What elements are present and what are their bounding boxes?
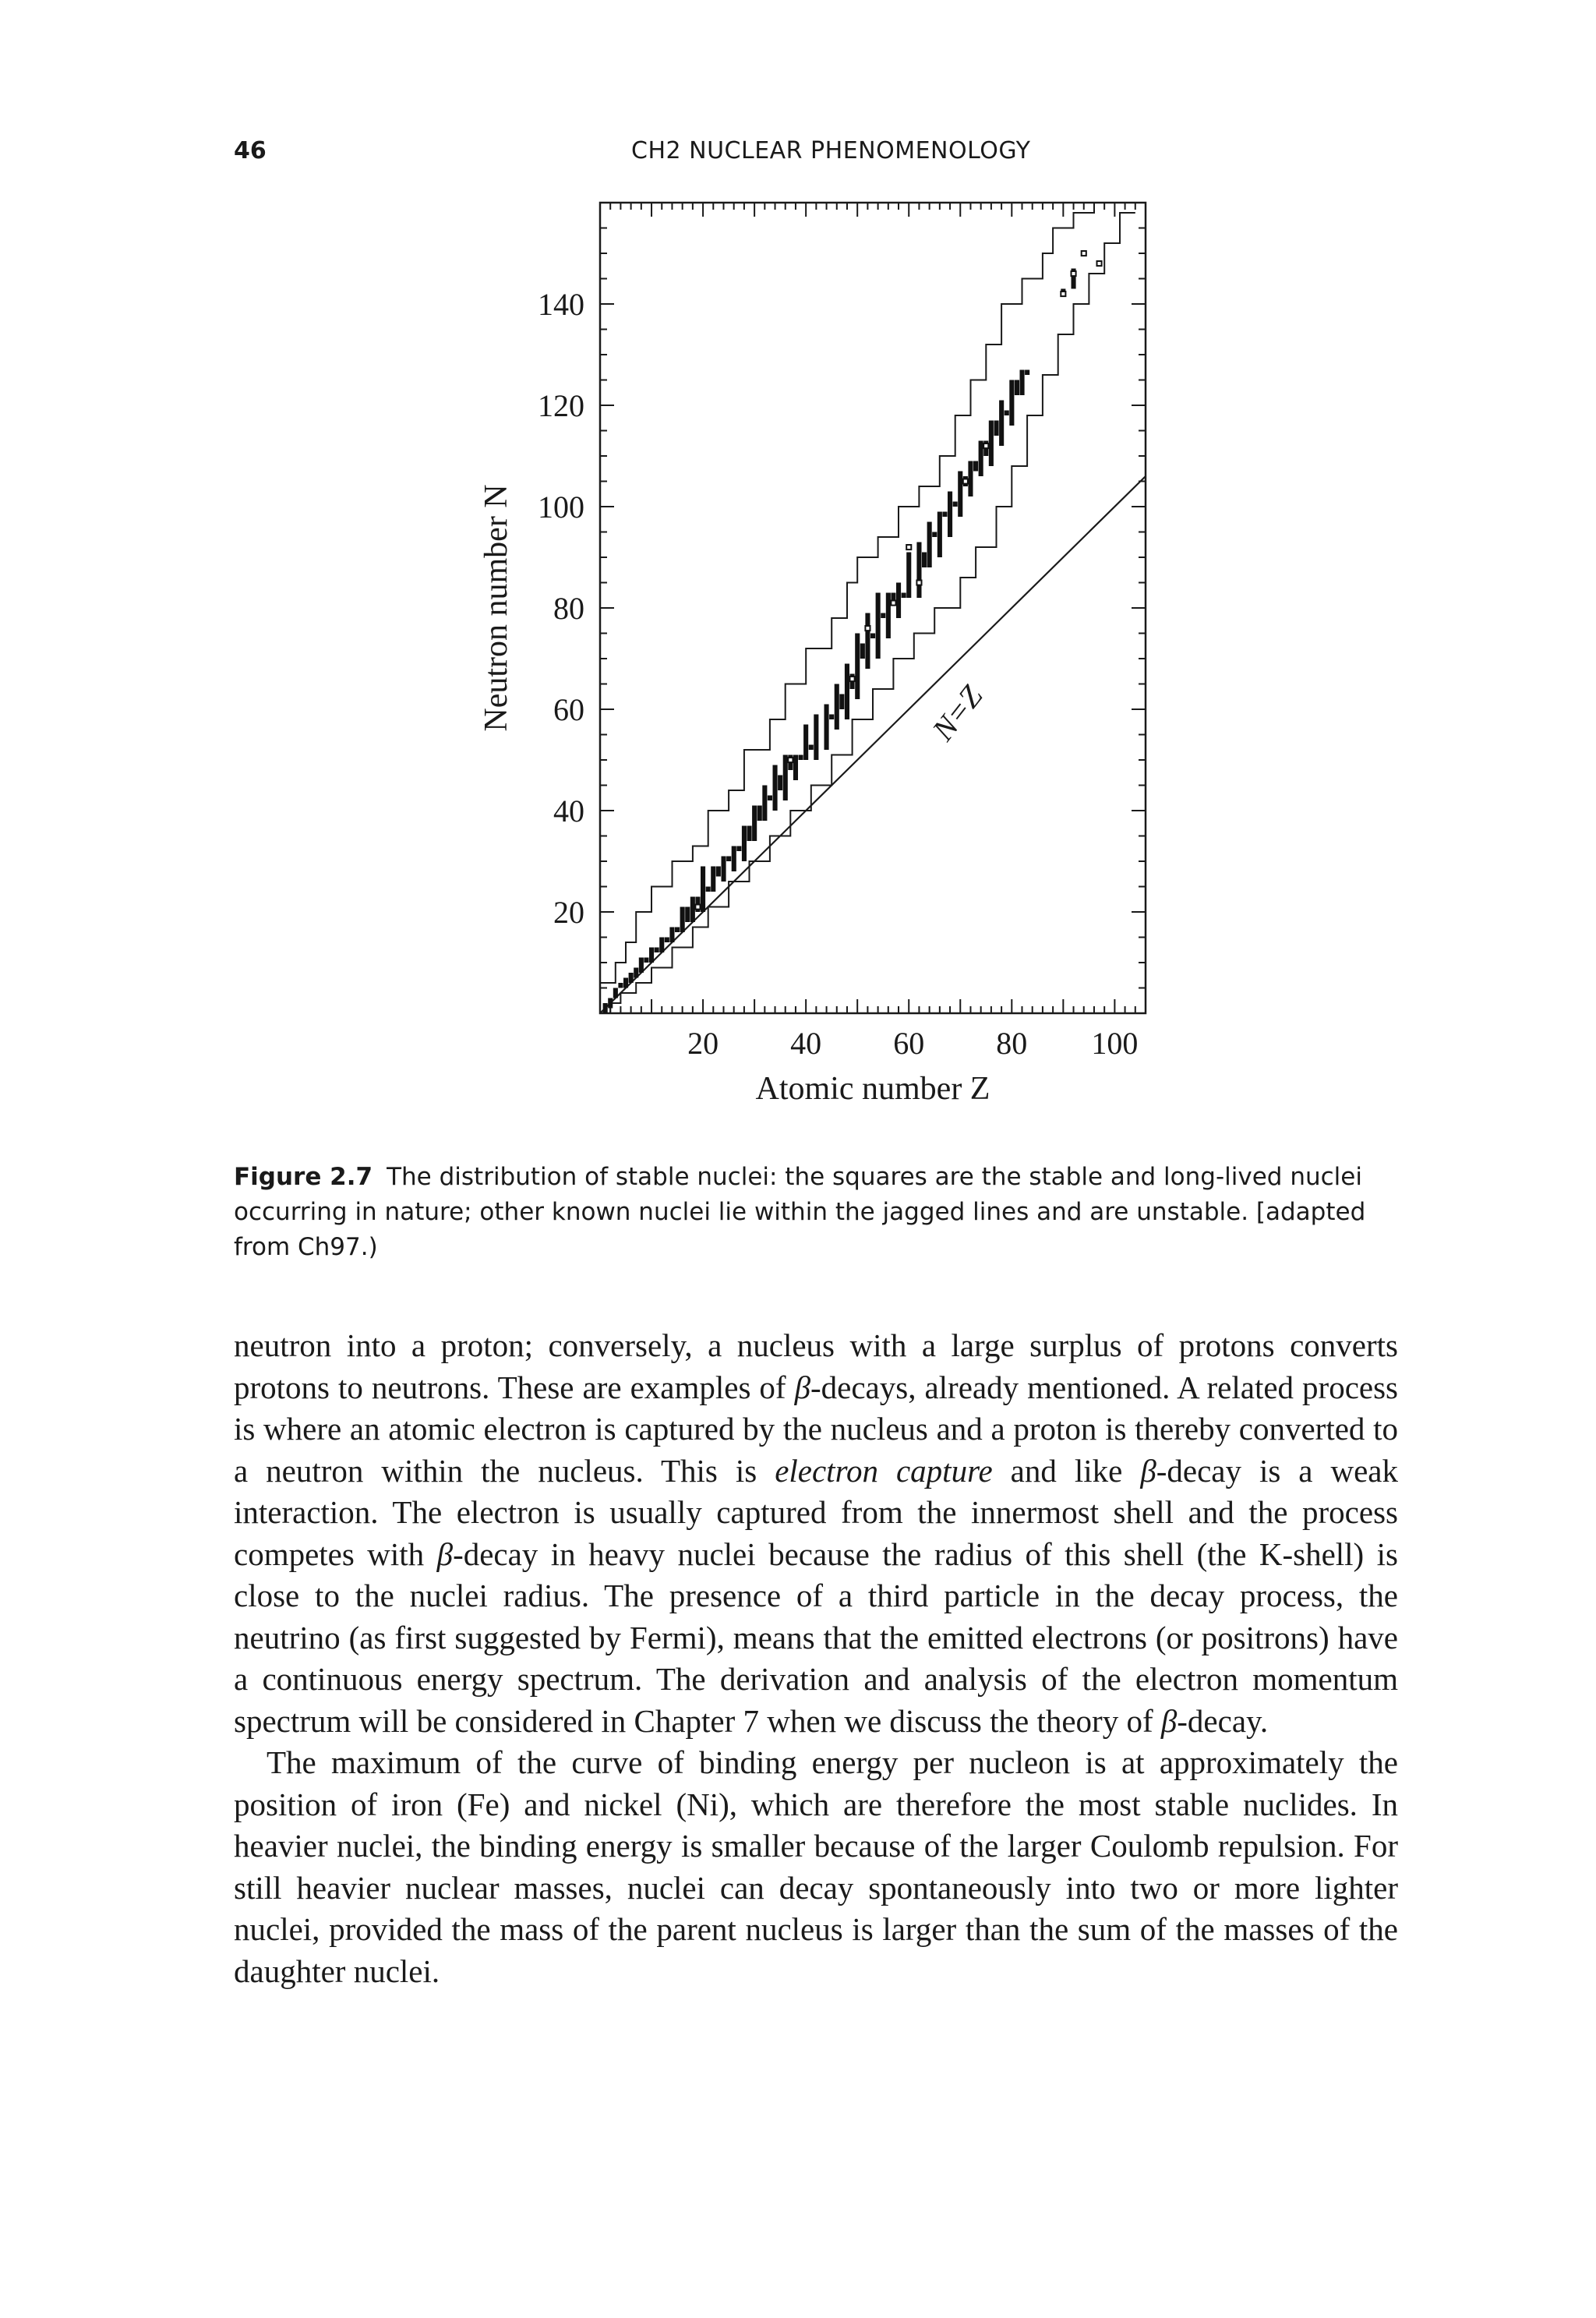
running-head — [234, 137, 1403, 171]
stable-nucleus-mark — [613, 988, 618, 998]
stable-nucleus-mark — [953, 502, 958, 507]
stable-nucleus-mark — [618, 983, 623, 988]
stable-nucleus-mark — [690, 897, 695, 923]
y-tick-label: 140 — [538, 287, 584, 322]
figure-caption — [234, 1160, 1398, 1265]
long-lived-nucleus-mark — [983, 443, 988, 448]
y-tick-label: 20 — [553, 895, 584, 930]
stable-nucleus-mark — [839, 694, 844, 710]
stable-nucleus-mark — [680, 907, 685, 933]
stable-nucleus-mark — [870, 634, 875, 639]
x-tick-label: 60 — [893, 1026, 925, 1061]
stable-nucleus-mark — [665, 938, 669, 943]
stable-nucleus-mark — [773, 765, 778, 811]
long-lived-nucleus-mark — [1082, 251, 1086, 256]
stable-nucleus-mark — [603, 1003, 608, 1013]
stable-nucleus-mark — [979, 441, 983, 477]
stable-nucleus-mark — [835, 684, 839, 730]
lower-boundary-line — [610, 213, 1135, 1013]
stable-nucleus-mark — [783, 755, 788, 801]
x-axis-label: Atomic number Z — [755, 1071, 990, 1107]
stable-nucleus-mark — [768, 796, 772, 801]
stable-nucleus-mark — [799, 755, 803, 761]
stable-nucleus-mark — [1025, 370, 1029, 376]
caption-text: The distribution of stable nuclei: the squares are the stable and long-lived nuclei occurring in nature; other known nuclei lie within the jagged lines and are unstable. [adapted from Ch97.) — [234, 1163, 1366, 1261]
stable-nucleus-mark — [732, 846, 736, 872]
stable-nucleus-mark — [973, 461, 978, 472]
y-tick-label: 40 — [553, 793, 584, 829]
long-lived-nucleus-mark — [850, 677, 855, 681]
stable-nucleus-mark — [659, 938, 664, 953]
stable-nucleus-mark — [608, 998, 613, 1009]
stable-nucleus-mark — [1020, 370, 1025, 396]
stable-nucleus-mark — [649, 948, 654, 963]
long-lived-nucleus-mark — [865, 626, 870, 631]
stable-nucleus-mark — [752, 806, 757, 842]
stable-nucleus-mark — [623, 978, 628, 988]
caption-label: Figure 2.7 — [234, 1163, 373, 1191]
y-tick-label: 120 — [538, 388, 584, 423]
x-tick-label: 20 — [687, 1026, 719, 1061]
stable-nucleus-mark — [916, 542, 921, 599]
stable-nucleus-mark — [881, 613, 885, 619]
long-lived-nucleus-mark — [1061, 292, 1065, 296]
stable-nucleus-mark — [742, 826, 747, 862]
body-text — [234, 1325, 1398, 1992]
x-tick-label: 100 — [1091, 1026, 1139, 1061]
paragraph-2: The maximum of the curve of binding energy per nucleon is at approximately the position of iron (Fe) and nickel (Ni), which are therefore the most stable nuclides. In heavier nuclei, the binding energy is smaller because of the larger Coulomb repulsion. For still heavier nuclear masses, nuclei can decay spontaneously into two or more lighter nuclei, provided the mass of the parent nucleus is larger than the sum of the masses of the daughter nuclei. — [234, 1744, 1398, 1989]
stable-nucleus-mark — [855, 634, 860, 700]
stable-nucleus-mark — [989, 421, 994, 467]
stable-nucleus-mark — [999, 401, 1004, 447]
beta-symbol: β — [1160, 1702, 1178, 1739]
long-lived-nucleus-mark — [906, 545, 911, 549]
text-run: -decay is a weak interaction. The electron is usually captured from the innermost shell and the process competes with — [234, 1452, 1398, 1572]
beta-symbol: β — [794, 1369, 810, 1405]
stable-nucleus-mark — [876, 593, 881, 659]
stable-nucleus-mark — [942, 512, 947, 518]
stable-nucleus-mark — [629, 973, 634, 983]
stable-nucleus-mark — [845, 664, 849, 720]
y-tick-label: 60 — [553, 692, 584, 727]
stable-nucleus-mark — [814, 715, 818, 761]
long-lived-nucleus-mark — [916, 581, 921, 585]
stable-nucleus-mark — [948, 492, 952, 538]
stable-nuclei-marks-group — [603, 251, 1102, 1013]
known-nuclei-boundary-group — [600, 203, 1146, 1013]
paragraph-1 — [234, 1325, 1398, 1742]
stable-nucleus-mark — [1005, 411, 1009, 416]
stable-nucleus-mark — [722, 857, 726, 882]
stable-nucleus-mark — [778, 776, 782, 791]
figure — [436, 187, 1185, 1122]
stable-nucleus-mark — [803, 725, 808, 761]
stable-nucleus-mark — [809, 745, 814, 751]
page-number: 46 — [234, 137, 267, 164]
long-lived-nucleus-mark — [963, 479, 968, 484]
stable-nucleus-mark — [669, 928, 674, 943]
plot-frame-group — [600, 203, 1146, 1013]
stable-nucleus-mark — [829, 715, 834, 720]
text-run: -decay. — [1177, 1702, 1269, 1739]
long-lived-nucleus-mark — [788, 758, 793, 762]
stable-nucleus-mark — [762, 786, 767, 822]
long-lived-nucleus-mark — [695, 905, 700, 910]
text-run: -decays, already mentioned. A related process is where an atomic electron is captured by the nucleus and a proton is thereby converted to a neutron within the nucleus. This is — [234, 1369, 1399, 1489]
long-lived-nucleus-mark — [1072, 271, 1076, 276]
electron-capture-term: electron capture — [775, 1452, 993, 1489]
stable-nucleus-mark — [932, 532, 937, 538]
stable-nucleus-mark — [736, 846, 741, 852]
stable-nucleus-mark — [937, 512, 942, 558]
nuclide-chart — [436, 187, 1185, 1122]
upper-boundary-line — [600, 203, 1114, 993]
x-tick-label: 40 — [790, 1026, 822, 1061]
stable-nucleus-mark — [644, 958, 648, 963]
y-tick-label: 100 — [538, 489, 584, 525]
n-equals-z-label: N=Z — [925, 678, 990, 747]
stable-nucleus-mark — [747, 826, 752, 842]
stable-nucleus-mark — [994, 421, 999, 436]
beta-symbol: β — [1140, 1452, 1156, 1489]
text-run: and like — [992, 1452, 1141, 1489]
beta-symbol: β — [436, 1535, 454, 1572]
stable-nucleus-mark — [711, 867, 715, 892]
stable-nucleus-mark — [757, 806, 762, 822]
long-lived-nucleus-mark — [1097, 261, 1102, 266]
stable-nucleus-mark — [716, 867, 721, 877]
stable-nucleus-mark — [634, 968, 638, 978]
stable-nucleus-mark — [685, 907, 690, 923]
stable-nucleus-mark — [701, 867, 705, 913]
stable-nucleus-mark — [860, 644, 865, 659]
stable-nucleus-mark — [706, 887, 711, 892]
stable-nucleus-mark — [886, 593, 891, 639]
long-lived-nucleus-mark — [891, 601, 895, 606]
text-run: -decay in heavy nuclei because the radius of this shell (the K-shell) is close to the nuclei radius. The presence of a third particle in the decay process, the neutrino (as first suggested by Fermi), means that the emitted electrons (or positrons) have a continuous energy spectrum. The derivation and analysis of the electron momentum spectrum will be considered in Chapter 7 when we discuss the theory of — [234, 1535, 1398, 1739]
x-tick-label: 80 — [996, 1026, 1028, 1061]
stable-nucleus-mark — [793, 755, 798, 781]
stable-nucleus-mark — [902, 593, 906, 599]
chart-labels-group — [478, 287, 1138, 1107]
stable-nucleus-mark — [639, 958, 644, 973]
y-tick-label: 80 — [553, 591, 584, 626]
text-run: neutron into a proton; conversely, a nucleus with a large surplus of protons converts protons to neutrons. These are examples of — [234, 1327, 1398, 1405]
plot-frame — [600, 203, 1146, 1013]
stable-nucleus-mark — [958, 472, 962, 518]
stable-nucleus-mark — [824, 705, 829, 751]
running-title: CH2 NUCLEAR PHENOMENOLOGY — [631, 137, 1031, 164]
stable-nucleus-mark — [655, 948, 659, 953]
stable-nucleus-mark — [1009, 380, 1014, 426]
stable-nucleus-mark — [927, 522, 932, 568]
stable-nucleus-mark — [906, 553, 911, 599]
stable-nucleus-mark — [865, 613, 870, 670]
stable-nucleus-mark — [896, 583, 901, 619]
y-axis-label: Neutron number N — [478, 484, 514, 732]
stable-nucleus-mark — [968, 461, 973, 497]
stable-nucleus-mark — [922, 553, 927, 568]
stable-nucleus-mark — [1015, 380, 1019, 396]
stable-nucleus-mark — [726, 857, 731, 862]
stable-nucleus-mark — [675, 928, 680, 933]
ticks-group — [600, 203, 1146, 1013]
